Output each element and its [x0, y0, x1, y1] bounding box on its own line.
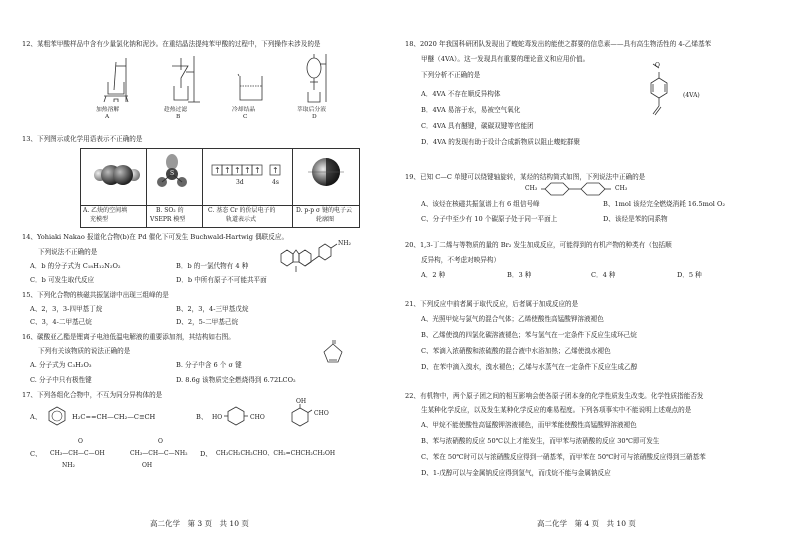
- q17-b-cho: CHO: [250, 414, 265, 421]
- svg-text:↑: ↑: [272, 166, 279, 175]
- q14-option-b: B．b 的一氯代物有 4 种: [176, 262, 249, 270]
- q20-option-b: B．3 种: [507, 271, 532, 279]
- q20-option-d: D．5 种: [677, 271, 702, 279]
- q12-apparatus-figure: [100, 52, 340, 104]
- svg-text:↑: ↑: [234, 166, 241, 175]
- q18-4va-label: (4VA): [683, 92, 700, 99]
- q14-nh2-label: NH₂: [338, 240, 351, 247]
- q18-o-label: O: [655, 62, 660, 69]
- q17-a-label: A、: [30, 413, 42, 421]
- q13-cr-orbital-diagram: [212, 165, 292, 177]
- q17-b-hydroxybenzaldehyde-ortho: [288, 406, 312, 428]
- q21-option-b: B、乙烯使溴的四氯化碳溶液褪色；苯与氢气在一定条件下反应生成环己烷: [421, 331, 637, 339]
- q13-4s-label: 4s: [272, 179, 279, 186]
- q15-option-c: C、3，4-二甲基己烷: [30, 318, 92, 326]
- q13-cell-c-line1: C. 基态 Cr 的价层电子的: [208, 207, 276, 214]
- q12-caption-b: 趁热过滤: [164, 107, 188, 113]
- q13-so2-s-label: S: [170, 170, 175, 177]
- q17-c-left-o: O: [78, 438, 83, 445]
- q21-option-d: D、在苯中滴入溴水，溴水褪色；乙烯与水蒸气在一定条件下反应生成乙醇: [421, 363, 638, 371]
- q14-option-d: D．b 中所有原子不可能共平面: [176, 276, 267, 284]
- q19-ch3-right: CH₃: [615, 185, 628, 192]
- q14-sub: 下列说法不正确的是: [38, 248, 98, 256]
- q13-sigma-bond-orbital: [306, 152, 346, 192]
- q19-ch3-left: CH₃: [525, 185, 538, 192]
- q16-option-b: B. 分子中含 6 个 σ 键: [176, 361, 242, 369]
- q12-caption-d: 萃取后分液: [297, 107, 326, 113]
- q18-4va-structure: [643, 60, 677, 130]
- q17-c-right-formula: CH₃—CH—C—NH₂: [130, 450, 188, 457]
- q13-cell-a-line1: A. 乙炔的空间填: [83, 207, 128, 214]
- q17-b-hydroxybenzaldehyde-para: [224, 405, 248, 427]
- q17-c-right-o: O: [158, 438, 163, 445]
- q12-letter-a: A: [105, 114, 110, 120]
- svg-text:↑: ↑: [254, 166, 261, 175]
- q12-caption-a: 加热溶解: [96, 107, 120, 113]
- q19-stem: 19、已知 C—C 单键可以绕键轴旋转，某烃的结构简式如图，下列说法中正确的是: [405, 173, 646, 181]
- q13-stem: 13、下列图示或化学用语表示不正确的是: [22, 135, 143, 143]
- q21-option-c: C、苯滴入浓硝酸和浓硫酸的混合液中水浴加热；乙烯使溴水褪色: [421, 347, 611, 355]
- q13-cell-b-line2: VSEPR 模型: [150, 216, 186, 223]
- q17-d-text: CH₃CH₂CH₂CHO、CH₂=CHCH₂CH₂OH: [216, 450, 336, 457]
- q12-letter-d: D: [312, 114, 317, 120]
- q17-b-label: B、: [196, 413, 208, 421]
- q13-3d-label: 3d: [236, 179, 244, 186]
- q16-option-a: A. 分子式为 C₃H₂O₃: [30, 361, 92, 369]
- q19-option-b: B、1mol 该烃完全燃烧消耗 16.5mol O₂: [603, 200, 726, 208]
- q16-sub: 下列有关该物质的说法正确的是: [38, 347, 131, 355]
- q13-cell-d-line2: 轮廓图: [316, 216, 335, 223]
- q19-option-c: C、分子中至少有 10 个碳原子处于同一平面上: [421, 215, 558, 223]
- q19-biphenyl-structure: [541, 180, 621, 198]
- q12-stem: 12、某粗苯甲酸样品中含有少量氯化钠和泥沙。在重结晶法提纯苯甲酸的过程中，下列操作未涉及的是: [22, 40, 321, 48]
- q13-acetylene-model: [92, 160, 142, 190]
- q22-stem-line2: 生某种化学反应，以及发生某种化学反应的难易程度。下列各项事实中不能说明上述观点的是: [421, 406, 692, 414]
- q18-option-d: D．4VA 的发现有助于设计合成新物质以阻止蝮蛇群聚: [421, 138, 581, 146]
- q15-option-d: D、2，5-二甲基己烷: [176, 318, 239, 326]
- q19-option-d: D、该烃是苯的同系物: [603, 215, 668, 223]
- q14-option-c: C．b 可发生取代反应: [30, 276, 95, 284]
- q13-cell-c-line2: 轨道表示式: [226, 216, 257, 223]
- q22-option-c: C、苯在 50℃时可以与浓硝酸反应得到一硝基苯，而甲苯在 50℃时可与浓硝酸反应得到三硝基苯: [421, 453, 706, 461]
- q15-option-b: B、2，3，4-三甲基戊烷: [176, 305, 249, 313]
- q14-stem: 14、Yohiaki Nakao 报道化合物(b)在 Pd 催化下可发生 Buchwald-Hartwig 偶联反应。: [22, 233, 289, 241]
- q22-stem-line1: 22、有机物中，两个原子团之间的相互影响会使各原子团本身的化学性质发生改变。化学性质指能否发: [405, 392, 704, 400]
- q17-c-right-oh: OH: [142, 462, 153, 469]
- q17-a-chain: H₂C==CH—CH₂—C≡CH: [72, 413, 156, 421]
- q12-caption-c: 冷却结晶: [232, 107, 256, 113]
- q17-b-cho2: CHO: [314, 410, 329, 417]
- q20-option-a: A．2 种: [421, 271, 446, 279]
- q14-option-a: A．b 的分子式为 C₁₈H₁₂N₂O₂: [30, 262, 121, 270]
- q16-stem: 16、碳酸亚乙酯是锂离子电池低温电解液的重要添加剂，其结构如右图。: [22, 333, 235, 341]
- svg-text:↑: ↑: [224, 166, 231, 175]
- svg-text:↑: ↑: [214, 166, 221, 175]
- q18-option-b: B．4VA 易溶于水，易被空气氧化: [421, 106, 521, 114]
- q17-c-left-nh2: NH₂: [62, 462, 75, 469]
- q20-option-c: C．4 种: [591, 271, 616, 279]
- right-page: [397, 0, 794, 550]
- right-page-footer: 高二化学 第 4 页 共 10 页: [537, 518, 636, 528]
- q22-option-b: B、苯与浓硝酸的反应 50℃以上才能发生，而甲苯与浓硝酸的反应 30℃即可发生: [421, 437, 660, 445]
- q17-a-benzene-icon: [46, 405, 68, 427]
- q15-option-a: A、2，3，3-四甲基丁烷: [30, 305, 103, 313]
- q17-c-left-formula: CH₃—CH—C—OH: [50, 450, 105, 457]
- q17-b-oh: OH: [296, 398, 307, 405]
- q17-d-label: D、: [200, 450, 212, 458]
- q20-stem-line2: 反异构，不考虑对映异构）: [421, 256, 501, 264]
- q18-stem-line1: 18、2020 年我国科研团队发现出了蝮蛇毒发出的能使之群要的信息素——具有高生物活性的 4-乙烯基苯: [405, 40, 712, 48]
- q13-cell-a-line2: 充模型: [90, 216, 109, 223]
- q15-stem: 15、下列化合物的核磁共振氢谱中出现三组峰的是: [22, 291, 169, 299]
- q20-stem-line1: 20、1,3-丁二烯与等物质的量的 Br₂ 发生加成反应，可能得到的有机产物的种类有（包括顺: [405, 241, 672, 249]
- left-page-footer: 高二化学 第 3 页 共 10 页: [150, 518, 249, 528]
- q16-ethylene-carbonate-structure: [318, 340, 348, 366]
- q17-c-label: C、: [30, 450, 42, 458]
- q21-stem: 21、下列反应中前者属于取代反应，后者属于加成反应的是: [405, 300, 579, 308]
- q17-stem: 17、下列各组化合物中，不互为同分异构体的是: [22, 391, 163, 399]
- q16-option-c: C. 分子中只有极性键: [30, 376, 92, 384]
- svg-text:↑: ↑: [244, 166, 251, 175]
- q18-option-c: C．4VA 具有醚键，碳碳双键等官能团: [421, 122, 534, 130]
- q22-option-d: D、1-戊醇可以与金属钠反应得到氢气，而戊烷不能与金属钠反应: [421, 469, 611, 477]
- q18-sub: 下列分析不正确的是: [421, 71, 481, 79]
- q12-letter-c: C: [243, 114, 248, 120]
- q16-option-d: D. 8.6g 该物质完全燃烧得到 6.72LCO₂: [176, 376, 296, 384]
- q12-letter-b: B: [176, 114, 181, 120]
- q18-stem-line2: 甲醚（4VA）。这一发现具有重要的理论意义和应用价值。: [421, 55, 590, 63]
- q13-cell-b-line1: B. SO₂ 的: [156, 207, 184, 214]
- q21-option-a: A、光照甲烷与氯气的混合气体；乙烯使酸性高锰酸钾溶液褪色: [421, 315, 604, 323]
- q19-option-a: A、该烃在核磁共振氢谱上有 6 组信号峰: [421, 200, 540, 208]
- q17-b-ho: HO: [212, 414, 223, 421]
- q13-cell-d-line1: D. p-p σ 键的电子云: [296, 207, 353, 214]
- q18-option-a: A．4VA 不存在顺反异构体: [421, 90, 501, 98]
- q22-option-a: A、甲烷不能使酸性高锰酸钾溶液褪色，而甲苯能使酸性高锰酸钾溶液褪色: [421, 421, 637, 429]
